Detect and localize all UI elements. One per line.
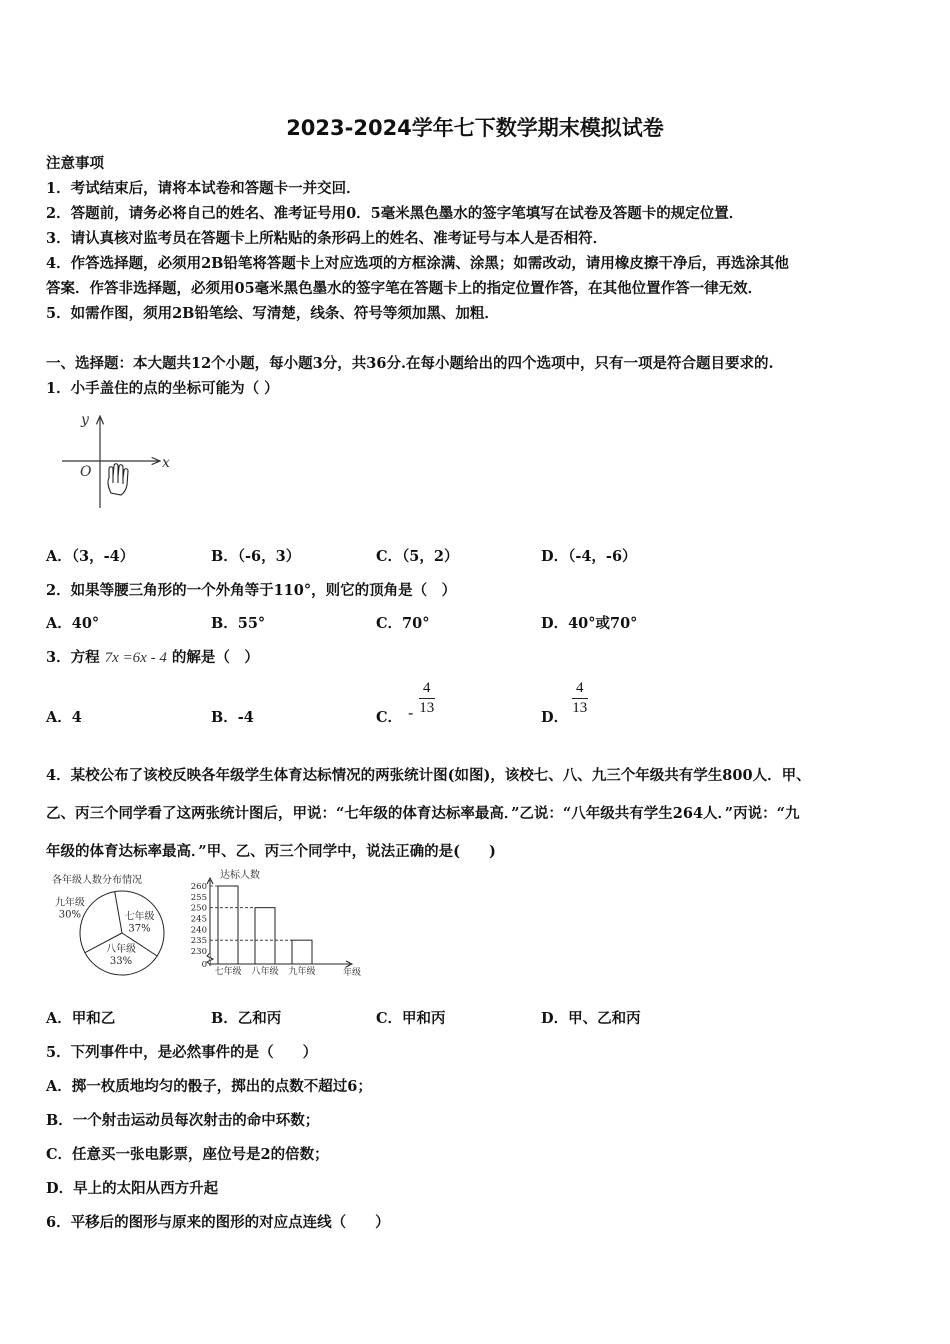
fraction-denominator: 13 bbox=[572, 700, 588, 716]
x-category-label: 九年级 bbox=[288, 967, 316, 977]
y-tick-label: 235 bbox=[190, 936, 207, 947]
notice-heading: 注意事项 bbox=[46, 155, 104, 172]
q3-stem-post: 的解是（ ） bbox=[171, 649, 259, 666]
axis-break bbox=[207, 953, 213, 964]
notice-item: 1．考试结束后，请将本试卷和答题卡一并交回． bbox=[46, 180, 361, 197]
x-category-label: 七年级 bbox=[214, 967, 242, 977]
q4-option-d[interactable]: D．甲、乙和丙 bbox=[541, 1010, 641, 1027]
pie-label: 八年级 bbox=[106, 943, 137, 955]
question-3-stem bbox=[46, 646, 259, 667]
q3-option-d[interactable]: D． bbox=[541, 709, 569, 726]
q1-option-a[interactable]: A．（3，-4） bbox=[46, 548, 135, 565]
pie-title: 各年级人数分布情况 bbox=[52, 875, 142, 886]
y-tick-label: 0 bbox=[201, 960, 207, 970]
q4-option-a[interactable]: A．甲和乙 bbox=[46, 1010, 116, 1027]
notice-item: 4．作答选择题，必须用2B铅笔将答题卡上对应选项的方框涂满、涂黑；如需改动，请用橡皮擦干净后，再选涂其他 bbox=[46, 255, 789, 272]
q3-stem-pre: 3．方程 bbox=[46, 649, 100, 666]
pie-label: 九年级 bbox=[54, 897, 85, 909]
x-axis-label: x bbox=[162, 455, 170, 471]
y-tick-label: 240 bbox=[190, 925, 207, 936]
bar-1 bbox=[218, 886, 238, 964]
y-tick-label: 230 bbox=[190, 947, 207, 957]
question-2-stem: 2．如果等腰三角形的一个外角等于110°，则它的顶角是（ ） bbox=[46, 582, 457, 599]
q3-option-a[interactable]: A．4 bbox=[46, 709, 82, 726]
y-axis-label: y bbox=[81, 412, 89, 428]
q1-option-d[interactable]: D．（-4，-6） bbox=[541, 548, 637, 565]
question-4-line: 4．某校公布了该校反映各年级学生体育达标情况的两张统计图(如图)，该校七、八、九三个年级共有学生800人．甲、 bbox=[46, 767, 811, 784]
q3-option-d-fraction bbox=[572, 680, 588, 717]
bar-title: 达标人数 bbox=[220, 870, 260, 881]
q5-option-b[interactable]: B．一个射击运动员每次射击的命中环数； bbox=[46, 1112, 320, 1129]
q2-option-b[interactable]: B．55° bbox=[211, 615, 266, 632]
fraction-numerator: 4 bbox=[576, 680, 584, 696]
y-tick-label: 250 bbox=[190, 903, 207, 914]
question-4-line: 乙、丙三个同学看了这两张统计图后，甲说：“七年级的体育达标率最高．”乙说：“八年级共有学生264人．”丙说：“九 bbox=[46, 805, 800, 822]
x-category-label: 八年级 bbox=[251, 967, 279, 977]
q5-option-a[interactable]: A．掷一枚质地均匀的骰子，掷出的点数不超过6； bbox=[46, 1078, 372, 1095]
section-heading: 一、选择题：本大题共12个小题，每小题3分，共36分.在每小题给出的四个选项中，只有一项是符合题目要求的. bbox=[46, 355, 774, 372]
q3-option-c-fraction bbox=[419, 680, 435, 717]
notice-item: 3．请认真核对监考员在答题卡上所粘贴的条形码上的姓名、准考证号与本人是否相符． bbox=[46, 230, 608, 247]
q1-option-b[interactable]: B．（-6，3） bbox=[211, 548, 301, 565]
notice-item: 5．如需作图，须用2B铅笔绘、写清楚，线条、符号等须加黑、加粗． bbox=[46, 305, 499, 322]
q2-option-d[interactable]: D．40°或70° bbox=[541, 615, 638, 632]
coordinate-axes-figure bbox=[58, 410, 178, 510]
y-tick-label: 255 bbox=[190, 892, 207, 903]
bar-chart bbox=[191, 878, 361, 978]
q3-option-b[interactable]: B．-4 bbox=[211, 709, 254, 726]
question-4-line: 年级的体育达标率最高．”甲、乙、丙三个同学中，说法正确的是( ) bbox=[46, 843, 496, 860]
y-tick-label: 260 bbox=[190, 882, 207, 892]
question-5-stem: 5．下列事件中，是必然事件的是（ ） bbox=[46, 1044, 318, 1061]
q4-option-b[interactable]: B．乙和丙 bbox=[211, 1010, 282, 1027]
hand-icon bbox=[108, 464, 128, 495]
q3-option-c-sign: - bbox=[408, 703, 414, 722]
notice-item: 答案．作答非选择题，必须用05毫米黑色墨水的签字笔在答题卡上的指定位置作答，在其他位置作答一律无效． bbox=[46, 280, 763, 297]
fraction-numerator: 4 bbox=[423, 680, 431, 696]
notice-item: 2．答题前，请务必将自己的姓名、准考证号用0．5毫米黑色墨水的签字笔填写在试卷及答题卡的规定位置． bbox=[46, 205, 744, 222]
y-tick-label: 245 bbox=[190, 914, 207, 925]
bar-2 bbox=[255, 908, 275, 964]
page-title: 2023-2024学年七下数学期末模拟试卷 bbox=[286, 116, 664, 140]
q5-option-d[interactable]: D．早上的太阳从西方升起 bbox=[46, 1180, 219, 1197]
question-6-stem: 6．平移后的图形与原来的图形的对应点连线（ ） bbox=[46, 1214, 390, 1231]
statistics-charts-figure bbox=[40, 868, 370, 983]
q2-option-c[interactable]: C．70° bbox=[376, 615, 430, 632]
pie-chart bbox=[55, 891, 164, 975]
pie-value-label: 37% bbox=[128, 923, 151, 935]
pie-slice-1 bbox=[115, 892, 122, 933]
pie-value-label: 30% bbox=[58, 909, 82, 921]
pie-label: 七年级 bbox=[124, 911, 155, 923]
bar-3 bbox=[292, 940, 312, 964]
origin-label: O bbox=[80, 464, 92, 480]
q3-option-c[interactable]: C． bbox=[376, 709, 403, 726]
question-1-stem: 1．小手盖住的点的坐标可能为（ ） bbox=[46, 380, 279, 397]
q4-option-c[interactable]: C．甲和丙 bbox=[376, 1010, 446, 1027]
fraction-denominator: 13 bbox=[419, 700, 435, 716]
x-axis-label: 年级 bbox=[342, 968, 362, 978]
pie-value-label: 33% bbox=[109, 955, 133, 967]
q3-equation: 7x =6x - 4 bbox=[104, 650, 167, 666]
q5-option-c[interactable]: C．任意买一张电影票，座位号是2的倍数； bbox=[46, 1146, 329, 1163]
q2-option-a[interactable]: A．40° bbox=[46, 615, 100, 632]
q1-option-c[interactable]: C．（5，2） bbox=[376, 548, 459, 565]
